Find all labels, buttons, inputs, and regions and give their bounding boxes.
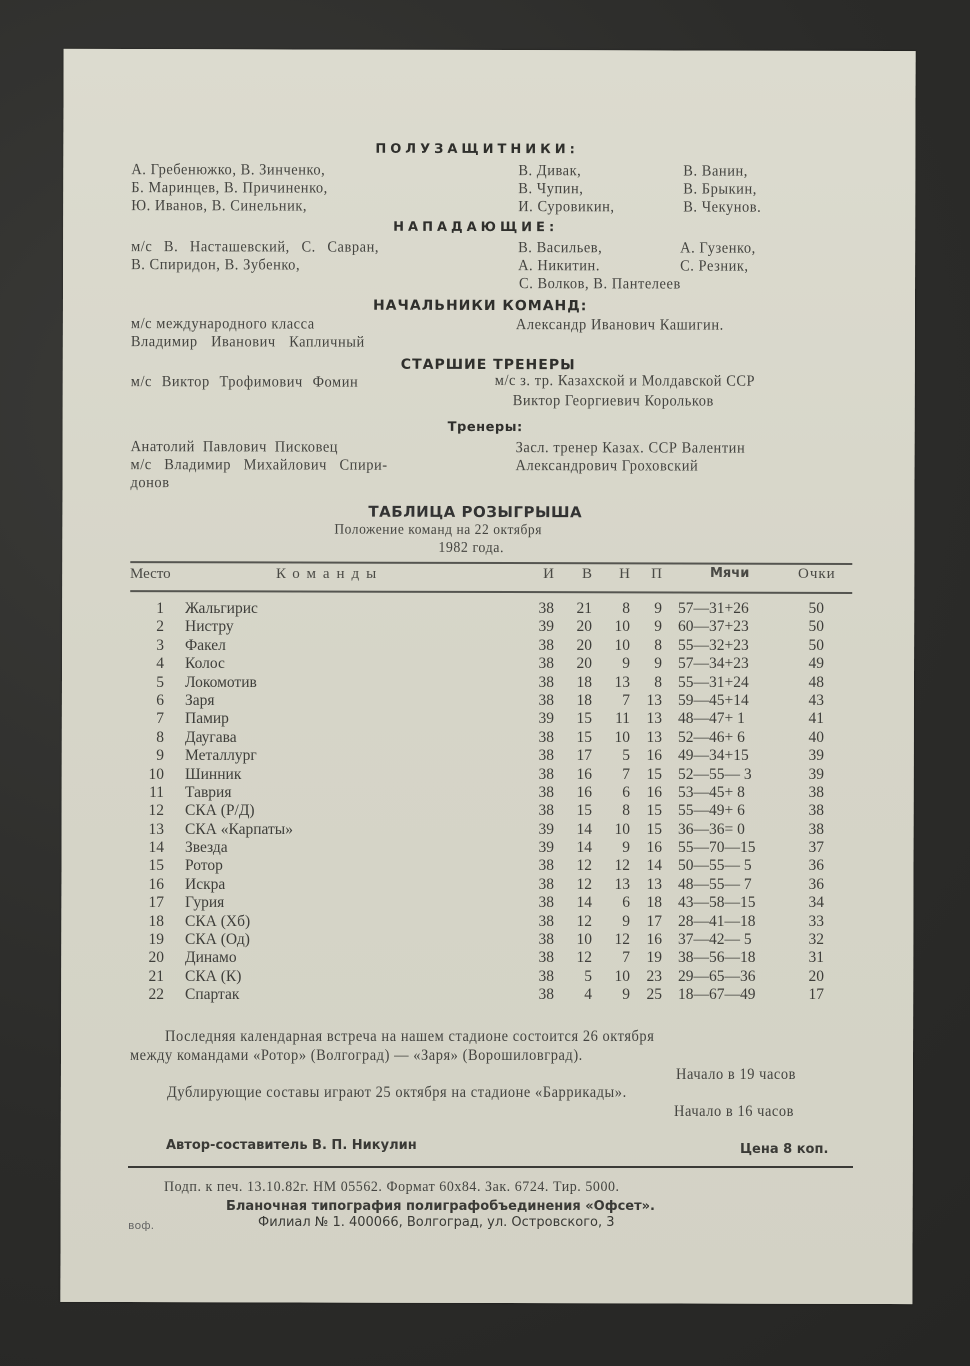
head-coaches-right-2: Виктор Георгиевич Корольков bbox=[512, 392, 714, 410]
row-won: 20 bbox=[576, 618, 592, 636]
forwards-r2-c1: В. Спиридон, В. Зубенко, bbox=[131, 256, 301, 274]
row-drawn: 5 bbox=[622, 747, 630, 765]
row-team: СКА (Од) bbox=[185, 931, 250, 949]
coaches-right-2: Александрович Гроховский bbox=[515, 457, 699, 475]
row-pos: 2 bbox=[156, 618, 164, 636]
standings-row bbox=[130, 637, 850, 655]
col-drawn-header: Н bbox=[619, 566, 630, 582]
row-team: Спартак bbox=[185, 986, 240, 1004]
row-goals: 53—45+ 8 bbox=[678, 783, 745, 801]
row-played: 38 bbox=[538, 894, 554, 912]
row-pos: 17 bbox=[148, 894, 164, 912]
row-lost: 23 bbox=[646, 967, 662, 985]
printer-mark: воф. bbox=[128, 1219, 155, 1232]
row-played: 38 bbox=[538, 802, 554, 820]
row-lost: 15 bbox=[646, 802, 662, 820]
imprint-line3: Филиал № 1. 400066, Волгоград, ул. Островского, 3 bbox=[258, 1215, 615, 1230]
row-pos: 4 bbox=[156, 655, 164, 673]
row-goals: 57—31+26 bbox=[678, 600, 749, 617]
author-credit: Автор-составитель В. П. Никулин bbox=[166, 1138, 417, 1153]
row-won: 14 bbox=[576, 839, 592, 857]
row-drawn: 6 bbox=[622, 783, 630, 801]
standings-row bbox=[130, 839, 850, 857]
row-drawn: 12 bbox=[614, 931, 630, 949]
row-drawn: 10 bbox=[614, 820, 630, 838]
row-points: 50 bbox=[808, 636, 824, 654]
row-points: 50 bbox=[808, 618, 824, 636]
standings-row bbox=[130, 784, 850, 802]
row-lost: 9 bbox=[654, 655, 662, 673]
row-goals: 50—55— 5 bbox=[678, 857, 752, 875]
row-won: 20 bbox=[576, 655, 592, 673]
row-drawn: 8 bbox=[622, 600, 630, 617]
row-points: 32 bbox=[808, 931, 824, 949]
midfielders-r2-c3: В. Брыкин, bbox=[683, 180, 757, 198]
standings-row bbox=[130, 857, 850, 875]
row-won: 12 bbox=[576, 857, 592, 875]
midfielders-r2-c2: В. Чупин, bbox=[518, 180, 584, 198]
row-won: 12 bbox=[576, 875, 592, 893]
col-won-header: В bbox=[581, 566, 592, 582]
col-played-header: И bbox=[543, 566, 554, 582]
row-won: 18 bbox=[576, 691, 592, 709]
row-goals: 37—42— 5 bbox=[678, 931, 752, 949]
row-played: 38 bbox=[538, 728, 554, 746]
forwards-heading: НАПАДАЮЩИЕ: bbox=[393, 219, 559, 236]
row-goals: 55—70—15 bbox=[678, 839, 756, 857]
standings-row bbox=[130, 692, 850, 710]
standings-row bbox=[130, 655, 850, 673]
row-points: 36 bbox=[808, 857, 824, 875]
row-goals: 59—45+14 bbox=[678, 691, 749, 709]
standings-row bbox=[130, 802, 850, 820]
row-won: 5 bbox=[584, 967, 592, 985]
standings-title: ТАБЛИЦА РОЗЫГРЫША bbox=[368, 502, 583, 522]
col-team-header: Команды bbox=[276, 566, 384, 582]
row-won: 10 bbox=[576, 931, 592, 949]
row-played: 38 bbox=[538, 655, 554, 673]
row-drawn: 10 bbox=[614, 636, 630, 654]
announcement-start2: Начало в 16 часов bbox=[674, 1103, 794, 1120]
midfielders-r3-c2: И. Суровикин, bbox=[518, 198, 615, 216]
row-pos: 10 bbox=[148, 765, 164, 783]
standings-row bbox=[130, 894, 850, 912]
row-points: 33 bbox=[808, 912, 824, 930]
row-played: 39 bbox=[538, 839, 554, 857]
standings-row bbox=[130, 876, 850, 894]
row-team: Заря bbox=[185, 691, 215, 709]
coaches-left-3: донов bbox=[130, 474, 170, 492]
row-lost: 8 bbox=[654, 673, 662, 691]
team-chiefs-heading: НАЧАЛЬНИКИ КОМАНД: bbox=[372, 297, 588, 315]
standings-header-row bbox=[130, 566, 850, 590]
forwards-r3-c2: С. Волков, В. Пантелеев bbox=[519, 275, 681, 293]
row-won: 14 bbox=[576, 820, 592, 838]
row-won: 20 bbox=[576, 636, 592, 654]
row-pos: 1 bbox=[156, 600, 164, 617]
row-pos: 12 bbox=[148, 802, 164, 820]
standings-row bbox=[130, 747, 850, 765]
row-drawn: 10 bbox=[614, 618, 630, 636]
row-lost: 18 bbox=[646, 894, 662, 912]
row-played: 38 bbox=[538, 600, 554, 617]
announcement-line2: между командами «Ротор» (Волгоград) — «Заря» (Ворошиловград). bbox=[130, 1047, 583, 1064]
row-won: 17 bbox=[576, 747, 592, 765]
row-won: 4 bbox=[584, 986, 592, 1004]
row-points: 50 bbox=[808, 600, 824, 617]
row-played: 38 bbox=[538, 986, 554, 1004]
row-pos: 21 bbox=[148, 967, 164, 985]
row-pos: 13 bbox=[148, 820, 164, 838]
row-points: 38 bbox=[808, 802, 824, 820]
row-won: 15 bbox=[576, 710, 592, 728]
row-played: 38 bbox=[538, 691, 554, 709]
row-lost: 15 bbox=[646, 765, 662, 783]
row-drawn: 7 bbox=[622, 691, 630, 709]
row-lost: 9 bbox=[654, 618, 662, 636]
row-drawn: 13 bbox=[614, 875, 630, 893]
forwards-r2-c2: А. Никитин. bbox=[518, 257, 601, 275]
standings-table bbox=[130, 566, 850, 1005]
standings-row bbox=[130, 949, 850, 967]
midfielders-heading: ПОЛУЗАЩИТНИКИ: bbox=[375, 141, 579, 158]
row-team: Нистру bbox=[185, 618, 234, 636]
row-points: 37 bbox=[808, 839, 824, 857]
standings-row bbox=[130, 674, 850, 692]
row-won: 15 bbox=[576, 728, 592, 746]
forwards-r1-c3: А. Гузенко, bbox=[680, 239, 756, 257]
standings-row bbox=[130, 931, 850, 949]
row-lost: 16 bbox=[646, 839, 662, 857]
row-lost: 16 bbox=[646, 931, 662, 949]
row-points: 43 bbox=[808, 691, 824, 709]
row-played: 38 bbox=[538, 931, 554, 949]
row-team: СКА (К) bbox=[185, 967, 242, 985]
row-played: 38 bbox=[538, 949, 554, 967]
row-team: Ротор bbox=[185, 857, 223, 875]
row-points: 31 bbox=[808, 949, 824, 967]
row-goals: 55—31+24 bbox=[678, 673, 749, 691]
row-pos: 3 bbox=[156, 636, 164, 654]
row-drawn: 7 bbox=[622, 949, 630, 967]
row-points: 38 bbox=[808, 783, 824, 801]
coaches-left-2: м/с Владимир Михайлович Спири- bbox=[130, 456, 388, 474]
row-lost: 15 bbox=[646, 820, 662, 838]
announcement-line1: Последняя календарная встреча на нашем стадионе состоится 26 октября bbox=[165, 1028, 655, 1045]
row-team: Жальгирис bbox=[185, 600, 258, 617]
row-points: 49 bbox=[808, 655, 824, 673]
row-team: Таврия bbox=[185, 783, 232, 801]
footer-rule bbox=[128, 1166, 853, 1168]
row-pos: 6 bbox=[156, 691, 164, 709]
midfielders-r3-c3: В. Чекунов. bbox=[683, 198, 762, 216]
row-pos: 16 bbox=[148, 875, 164, 893]
row-played: 38 bbox=[538, 636, 554, 654]
col-goals-header: Мячи bbox=[710, 566, 750, 581]
row-goals: 28—41—18 bbox=[678, 912, 756, 930]
head-coaches-heading: СТАРШИЕ ТРЕНЕРЫ bbox=[400, 356, 576, 374]
standings-rows bbox=[130, 600, 850, 1005]
col-lost-header: П bbox=[651, 566, 662, 582]
row-drawn: 9 bbox=[622, 986, 630, 1004]
row-lost: 16 bbox=[646, 747, 662, 765]
row-won: 15 bbox=[576, 802, 592, 820]
row-team: СКА (Р/Д) bbox=[185, 802, 255, 820]
standings-row bbox=[130, 821, 850, 839]
row-goals: 38—56—18 bbox=[678, 949, 756, 967]
row-team: Даугава bbox=[185, 728, 237, 746]
row-points: 39 bbox=[808, 747, 824, 765]
standings-row bbox=[130, 600, 850, 618]
standings-row bbox=[130, 729, 850, 747]
row-won: 21 bbox=[576, 600, 592, 617]
row-pos: 5 bbox=[156, 673, 164, 691]
row-lost: 25 bbox=[646, 986, 662, 1004]
standings-row bbox=[130, 913, 850, 931]
standings-row bbox=[130, 968, 850, 986]
row-goals: 60—37+23 bbox=[678, 618, 749, 636]
row-won: 16 bbox=[576, 783, 592, 801]
row-drawn: 9 bbox=[622, 839, 630, 857]
announcement-start1: Начало в 19 часов bbox=[676, 1066, 796, 1083]
imprint-line1: Подп. к печ. 13.10.82г. НМ 05562. Формат 60х84. Зак. 6724. Тир. 5000. bbox=[164, 1179, 620, 1195]
row-points: 41 bbox=[808, 710, 824, 728]
row-played: 39 bbox=[538, 820, 554, 838]
row-goals: 36—36= 0 bbox=[678, 820, 745, 838]
midfielders-r1-c3: В. Ванин, bbox=[683, 162, 748, 180]
announcement-line3: Дублирующие составы играют 25 октября на стадионе «Баррикады». bbox=[167, 1084, 627, 1101]
forwards-r1-c2: В. Васильев, bbox=[518, 239, 603, 257]
row-team: Искра bbox=[185, 875, 226, 893]
row-pos: 15 bbox=[148, 857, 164, 875]
midfielders-r2-c1: Б. Маринцев, В. Причиненко, bbox=[131, 179, 328, 197]
row-lost: 13 bbox=[646, 710, 662, 728]
row-played: 38 bbox=[538, 967, 554, 985]
team-chiefs-right-1: Александр Иванович Кашигин. bbox=[515, 316, 724, 334]
row-goals: 55—49+ 6 bbox=[678, 802, 745, 820]
row-points: 34 bbox=[808, 894, 824, 912]
row-drawn: 10 bbox=[614, 728, 630, 746]
coaches-heading: Тренеры: bbox=[447, 419, 523, 436]
row-goals: 57—34+23 bbox=[678, 655, 749, 673]
row-team: Гурия bbox=[185, 894, 225, 912]
row-lost: 16 bbox=[646, 783, 662, 801]
standings-row bbox=[130, 766, 850, 784]
row-goals: 29—65—36 bbox=[678, 967, 756, 985]
row-goals: 52—55— 3 bbox=[678, 765, 752, 783]
midfielders-r1-c2: В. Дивак, bbox=[518, 162, 582, 180]
row-goals: 49—34+15 bbox=[678, 747, 749, 765]
row-played: 38 bbox=[538, 912, 554, 930]
row-points: 39 bbox=[808, 765, 824, 783]
row-won: 16 bbox=[576, 765, 592, 783]
forwards-r1-c1: м/с В. Насташевский, С. Савран, bbox=[131, 238, 380, 256]
row-team: Локомотив bbox=[185, 673, 257, 691]
row-drawn: 9 bbox=[622, 655, 630, 673]
imprint-line2: Бланочная типография полиграфобъединения «Офсет». bbox=[226, 1199, 655, 1214]
row-pos: 20 bbox=[148, 949, 164, 967]
row-won: 18 bbox=[576, 673, 592, 691]
team-chiefs-left-2: Владимир Иванович Капличный bbox=[130, 333, 365, 351]
standings-year: 1982 года. bbox=[438, 539, 505, 557]
row-won: 14 bbox=[576, 894, 592, 912]
row-pos: 22 bbox=[148, 986, 164, 1004]
row-drawn: 11 bbox=[615, 710, 630, 728]
row-points: 20 bbox=[808, 967, 824, 985]
row-drawn: 12 bbox=[614, 857, 630, 875]
row-drawn: 9 bbox=[622, 912, 630, 930]
price: Цена 8 коп. bbox=[740, 1142, 829, 1157]
row-lost: 13 bbox=[646, 691, 662, 709]
row-goals: 48—55— 7 bbox=[678, 875, 752, 893]
col-pos-header: Место bbox=[130, 566, 171, 582]
row-team: Колос bbox=[185, 655, 225, 673]
row-drawn: 6 bbox=[622, 894, 630, 912]
row-goals: 43—58—15 bbox=[678, 894, 756, 912]
row-won: 12 bbox=[576, 949, 592, 967]
row-lost: 13 bbox=[646, 875, 662, 893]
row-played: 38 bbox=[538, 765, 554, 783]
row-drawn: 7 bbox=[622, 765, 630, 783]
row-played: 38 bbox=[538, 857, 554, 875]
row-drawn: 13 bbox=[614, 673, 630, 691]
row-played: 39 bbox=[538, 618, 554, 636]
standings-row bbox=[130, 618, 850, 636]
row-goals: 48—47+ 1 bbox=[678, 710, 745, 728]
table-top-rule bbox=[130, 561, 852, 564]
row-team: Факел bbox=[185, 636, 226, 654]
row-team: Шинник bbox=[185, 765, 242, 783]
row-team: СКА «Карпаты» bbox=[185, 820, 293, 838]
row-lost: 8 bbox=[654, 636, 662, 654]
standings-row bbox=[130, 986, 850, 1004]
row-played: 39 bbox=[538, 710, 554, 728]
row-pos: 9 bbox=[156, 747, 164, 765]
standings-row bbox=[130, 710, 850, 728]
standings-subtitle: Положение команд на 22 октября bbox=[334, 521, 542, 539]
row-points: 38 bbox=[808, 820, 824, 838]
team-chiefs-left-1: м/с международного класса bbox=[130, 315, 315, 333]
row-drawn: 8 bbox=[622, 802, 630, 820]
midfielders-r1-c1: А. Гребенюжко, В. Зинченко, bbox=[131, 161, 326, 179]
row-lost: 19 bbox=[646, 949, 662, 967]
row-played: 38 bbox=[538, 673, 554, 691]
midfielders-r3-c1: Ю. Иванов, В. Синельник, bbox=[131, 197, 308, 215]
row-pos: 7 bbox=[156, 710, 164, 728]
row-pos: 14 bbox=[148, 839, 164, 857]
row-team: Памир bbox=[185, 710, 229, 728]
row-played: 38 bbox=[538, 875, 554, 893]
row-played: 38 bbox=[538, 747, 554, 765]
row-goals: 52—46+ 6 bbox=[678, 728, 745, 746]
row-won: 12 bbox=[576, 912, 592, 930]
row-drawn: 10 bbox=[614, 967, 630, 985]
row-pos: 11 bbox=[149, 783, 164, 801]
row-points: 36 bbox=[808, 875, 824, 893]
col-points-header: Очки bbox=[798, 566, 836, 582]
row-lost: 13 bbox=[646, 728, 662, 746]
coaches-right-1: Засл. тренер Казах. ССР Валентин bbox=[515, 439, 746, 457]
row-team: Динамо bbox=[185, 949, 237, 967]
head-coaches-left-1: м/с Виктор Трофимович Фомин bbox=[130, 373, 359, 391]
row-points: 40 bbox=[808, 728, 824, 746]
forwards-r2-c3: С. Резник, bbox=[680, 257, 749, 275]
row-pos: 19 bbox=[148, 931, 164, 949]
row-points: 17 bbox=[808, 986, 824, 1004]
row-team: Звезда bbox=[185, 839, 228, 857]
row-team: Металлург bbox=[185, 747, 257, 765]
row-team: СКА (Хб) bbox=[185, 912, 251, 930]
row-lost: 14 bbox=[646, 857, 662, 875]
head-coaches-right-1: м/с з. тр. Казахской и Молдавской ССР bbox=[494, 372, 756, 390]
row-lost: 9 bbox=[654, 600, 662, 617]
coaches-left-1: Анатолий Павлович Писковец bbox=[130, 438, 339, 456]
row-goals: 18—67—49 bbox=[678, 986, 756, 1004]
row-pos: 8 bbox=[156, 728, 164, 746]
row-played: 38 bbox=[538, 783, 554, 801]
row-pos: 18 bbox=[148, 912, 164, 930]
row-goals: 55—32+23 bbox=[678, 636, 749, 654]
row-points: 48 bbox=[808, 673, 824, 691]
row-lost: 17 bbox=[646, 912, 662, 930]
